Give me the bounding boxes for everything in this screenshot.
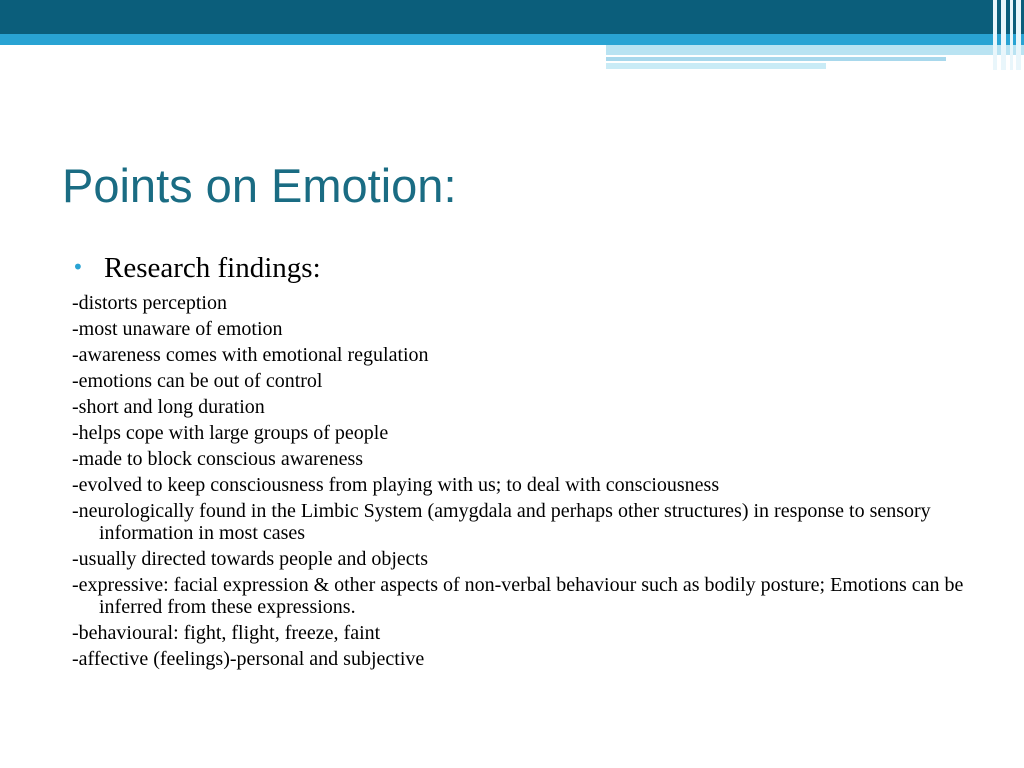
list-item: -affective (feelings)-personal and subjective (72, 648, 425, 670)
list-item: -neurologically found in the Limbic System (amygdala and perhaps other structures) in response to sensory information in most cases (72, 500, 931, 544)
list-item: -short and long duration (72, 396, 265, 418)
list-item: -usually directed towards people and objects (72, 548, 428, 570)
bullet-dot-icon: • (72, 255, 84, 279)
list-item: -awareness comes with emotional regulation (72, 344, 429, 366)
list-item: -most unaware of emotion (72, 318, 283, 340)
banner-accent-strip (606, 57, 946, 61)
bullet-heading (72, 252, 972, 292)
list-item: -made to block conscious awareness (72, 448, 364, 470)
list-item: -behavioural: fight, flight, freeze, faint (72, 622, 381, 644)
banner-vertical-bar (1010, 0, 1013, 70)
list-item: -helps cope with large groups of people (72, 422, 389, 444)
banner-vertical-bar (993, 0, 997, 70)
list-item: -evolved to keep consciousness from playing with us; to deal with consciousness (72, 474, 720, 496)
banner-vertical-bar (1016, 0, 1021, 70)
banner-accent-strip (606, 45, 1024, 55)
list-item: -distorts perception (72, 292, 227, 314)
banner-light-band (0, 34, 1024, 45)
list-item: -expressive: facial expression & other aspects of non-verbal behaviour such as bodily posture; Emotions can be inferred from these expressions. (72, 574, 964, 618)
findings-list (72, 292, 972, 670)
banner-accent-strip (606, 63, 826, 69)
slide-title: Points on Emotion: (62, 159, 457, 212)
slide-body (72, 252, 972, 674)
list-item: -emotions can be out of control (72, 370, 323, 392)
banner-dark-band (0, 0, 1024, 34)
bullet-heading-text: Research findings: (104, 252, 321, 284)
banner-vertical-bar (1001, 0, 1006, 70)
